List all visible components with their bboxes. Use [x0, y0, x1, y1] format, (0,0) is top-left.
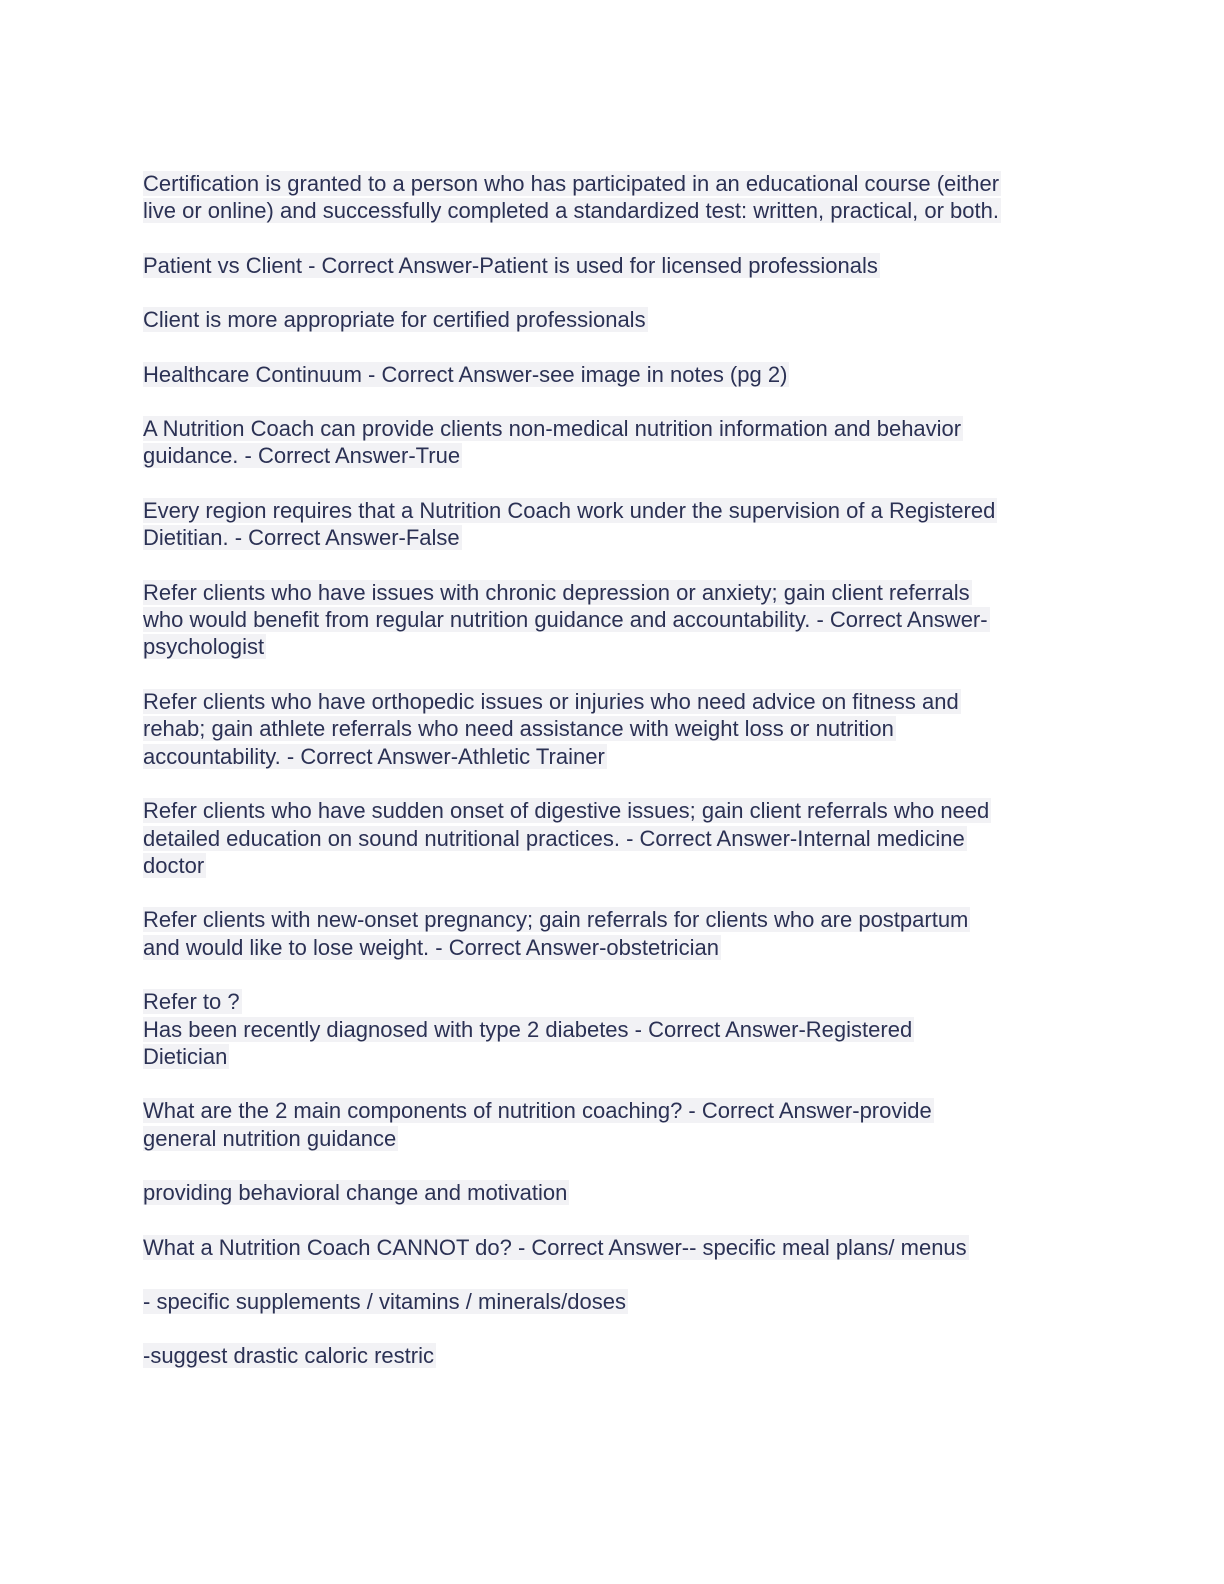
paragraph-refer-athletic-trainer: [143, 688, 1083, 770]
paragraph-healthcare-continuum: [143, 361, 1083, 388]
text-line: accountability. - Correct Answer-Athletic Trainer: [143, 743, 605, 769]
paragraph-caloric-restriction: [143, 1342, 1083, 1369]
text-line: Dietician: [143, 1043, 228, 1069]
paragraph-behavioral-change: [143, 1179, 1083, 1206]
text-line: Has been recently diagnosed with type 2 diabetes - Correct Answer-Registered: [143, 1016, 913, 1042]
text-line: A Nutrition Coach can provide clients non-medical nutrition information and behavior: [143, 416, 962, 442]
text-line: Patient vs Client - Correct Answer-Patient is used for licensed professionals: [143, 252, 878, 278]
paragraph-supplements: [143, 1288, 1083, 1315]
text-line: What are the 2 main components of nutrition coaching? - Correct Answer-provide: [143, 1098, 932, 1124]
paragraph-refer-internal-medicine: [143, 797, 1083, 879]
text-line: and would like to lose weight. - Correct Answer-obstetrician: [143, 934, 719, 960]
text-line: who would benefit from regular nutrition guidance and accountability. - Correct Answer-: [143, 607, 988, 633]
paragraph-coach-can-provide: [143, 415, 1083, 470]
paragraph-main-components: [143, 1097, 1083, 1152]
paragraph-refer-obstetrician: [143, 906, 1083, 961]
text-line: Client is more appropriate for certified professionals: [143, 307, 646, 333]
paragraph-refer-psychologist: [143, 579, 1083, 661]
paragraph-patient-vs-client: [143, 252, 1083, 279]
text-line: rehab; gain athlete referrals who need assistance with weight loss or nutrition: [143, 716, 894, 742]
paragraph-coach-cannot: [143, 1234, 1083, 1261]
text-line: - specific supplements / vitamins / minerals/doses: [143, 1288, 626, 1314]
paragraph-client-certified: [143, 306, 1083, 333]
text-line: Every region requires that a Nutrition Coach work under the supervision of a Registered: [143, 497, 996, 523]
text-line: psychologist: [143, 634, 265, 660]
text-line: Refer clients with new-onset pregnancy; gain referrals for clients who are postpartum: [143, 907, 969, 933]
text-line: Dietitian. - Correct Answer-False: [143, 525, 460, 551]
text-line: doctor: [143, 852, 205, 878]
text-line: -suggest drastic caloric restric: [143, 1343, 434, 1369]
paragraph-refer-dietician: [143, 988, 1083, 1070]
text-line: Refer clients who have sudden onset of digestive issues; gain client referrals who need: [143, 798, 990, 824]
document-body: [143, 170, 1083, 1397]
text-line: guidance. - Correct Answer-True: [143, 443, 461, 469]
text-line: Refer to ?: [143, 989, 240, 1015]
text-line: providing behavioral change and motivation: [143, 1180, 568, 1206]
text-line: Healthcare Continuum - Correct Answer-see image in notes (pg 2): [143, 361, 788, 387]
paragraph-supervision-region: [143, 497, 1083, 552]
text-line: live or online) and successfully completed a standardized test: written, practical, or both.: [143, 198, 999, 224]
text-line: Refer clients who have orthopedic issues or injuries who need advice on fitness and: [143, 688, 959, 714]
text-line: detailed education on sound nutritional practices. - Correct Answer-Internal medicine: [143, 825, 965, 851]
text-line: What a Nutrition Coach CANNOT do? - Correct Answer-- specific meal plans/ menus: [143, 1234, 967, 1260]
paragraph-certification-definition: [143, 170, 1083, 225]
text-line: Refer clients who have issues with chronic depression or anxiety; gain client referrals: [143, 579, 970, 605]
text-line: Certification is granted to a person who has participated in an educational course (either: [143, 171, 1000, 196]
text-line: general nutrition guidance: [143, 1125, 397, 1151]
